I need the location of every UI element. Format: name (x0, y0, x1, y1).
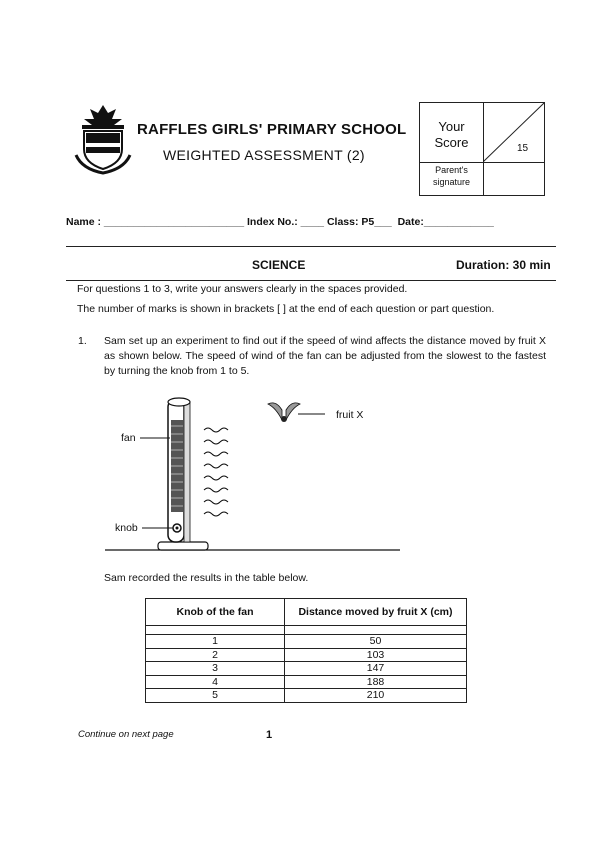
table-header-cell: Knob of the fan (146, 599, 285, 626)
school-name: RAFFLES GIRLS' PRIMARY SCHOOL (137, 121, 407, 138)
parent-signature-label (420, 164, 483, 188)
fruit-x-drawing (268, 403, 300, 422)
table-intro: Sam recorded the results in the table below. (104, 572, 309, 584)
table-row (146, 635, 467, 649)
your-score-line: Your (438, 119, 465, 134)
table-cell: 3 (146, 662, 285, 676)
table-row (146, 675, 467, 689)
table-cell: 4 (146, 675, 285, 689)
subject-top-rule (66, 246, 556, 247)
table-cell: 50 (285, 635, 467, 649)
table-header-cell: Distance moved by fruit X (cm) (285, 599, 467, 626)
parent-signature-line: signature (432, 177, 471, 187)
figure-label-fruit-x: fruit X (336, 409, 364, 421)
your-score-line: Score (434, 135, 469, 150)
table-header-row (146, 599, 467, 626)
table-cell: 188 (285, 675, 467, 689)
table-cell: 1 (146, 635, 285, 649)
table-cell: 2 (146, 648, 285, 662)
page-number: 1 (266, 729, 273, 741)
results-table (145, 598, 467, 703)
table-spacer-row (146, 626, 467, 635)
table-cell: 103 (285, 648, 467, 662)
score-box-divider (420, 162, 544, 163)
subject-title: SCIENCE (252, 258, 306, 272)
question-text: Sam set up an experiment to find out if the speed of wind affects the distance moved by fruit X as shown below. The speed of wind of the fan can be adjusted from the slowest to the fastest by turning the knob from 1 to 5. (104, 335, 546, 377)
experiment-figure (100, 390, 410, 560)
max-score: 15 (517, 143, 529, 154)
table-cell: 5 (146, 689, 285, 703)
school-crest-logo (72, 103, 134, 175)
continue-next-page: Continue on next page (78, 729, 174, 740)
parent-signature-line: Parent's (435, 165, 468, 175)
score-diagonal (483, 103, 544, 162)
table-row (146, 648, 467, 662)
table-cell: 147 (285, 662, 467, 676)
figure-label-fan: fan (121, 432, 136, 444)
table-row (146, 662, 467, 676)
student-info-fields: Name : ________________________ Index No.: ____ Class: P5___ Date:____________ (66, 216, 494, 228)
assessment-title: WEIGHTED ASSESSMENT (2) (163, 147, 365, 163)
instruction-line: For questions 1 to 3, write your answers clearly in the spaces provided. (77, 283, 408, 295)
subject-bottom-rule (66, 280, 556, 281)
question-number: 1. (78, 335, 87, 347)
instruction-line: The number of marks is shown in brackets [ ] at the end of each question or part question. (77, 303, 495, 315)
score-box (419, 102, 545, 196)
table-cell: 210 (285, 689, 467, 703)
figure-label-knob: knob (115, 522, 138, 534)
your-score-label (420, 119, 483, 151)
table-row (146, 689, 467, 703)
duration-label: Duration: 30 min (456, 258, 551, 272)
